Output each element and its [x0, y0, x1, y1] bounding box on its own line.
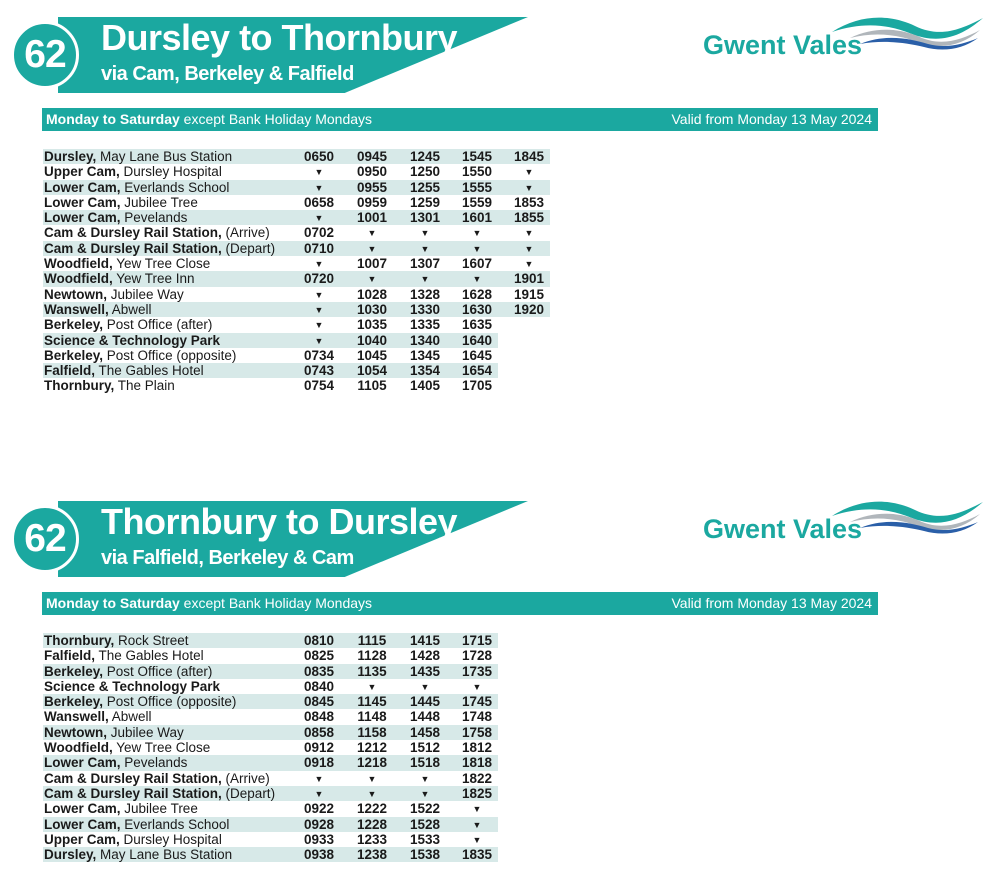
- departure-time: 0955: [356, 179, 388, 195]
- departure-time: 1845: [513, 149, 545, 164]
- stop-point: Jubilee Tree: [120, 194, 198, 210]
- arrow-down-icon: ▼: [314, 167, 324, 178]
- arrow-down-icon: ▼: [420, 773, 430, 784]
- departure-time: 1415: [409, 633, 441, 648]
- stop-locality: Newtown,: [44, 286, 107, 302]
- stop-locality: Woodfield,: [44, 256, 113, 272]
- stop-locality: Dursley,: [44, 149, 97, 164]
- arrow-down-icon: ▼: [367, 243, 377, 254]
- departure-time: 0918: [303, 755, 335, 771]
- arrow-down-icon: ▼: [367, 228, 377, 239]
- stop-locality: Falfield,: [44, 648, 96, 664]
- stop-point: Abwell: [108, 709, 152, 725]
- departure-time: 0848: [303, 709, 335, 725]
- departure-time: 1105: [357, 378, 387, 394]
- departure-time: 1255: [409, 179, 441, 195]
- valid-from-date: Valid from Monday 13 May 2024: [671, 595, 872, 611]
- departure-time: 1748: [461, 709, 493, 725]
- stop-locality: Lower Cam,: [44, 194, 121, 210]
- stop-point: Pevelands: [120, 210, 188, 226]
- stop-name: [44, 633, 189, 648]
- stop-point: The Plain: [114, 378, 175, 394]
- departure-time: 0720: [303, 271, 335, 287]
- brand-logo-text: Gwent Vales: [703, 30, 863, 60]
- departure-time: 0650: [303, 149, 335, 164]
- arrow-down-icon: ▼: [524, 259, 534, 270]
- departure-time: 1307: [409, 256, 441, 272]
- departure-time: 1645: [461, 347, 493, 363]
- departure-time: 1301: [409, 210, 441, 226]
- departure-time: 0710: [303, 240, 335, 256]
- brand-logo-text: Gwent Vales: [703, 514, 863, 544]
- stop-point: Jubilee Tree: [120, 801, 198, 817]
- stop-point: (Depart): [221, 785, 276, 801]
- departure-time: 1635: [461, 317, 493, 333]
- stop-name: [44, 164, 222, 179]
- arrow-down-icon: ▼: [314, 182, 324, 193]
- departure-time: 1835: [461, 847, 493, 863]
- stop-name: [44, 847, 232, 862]
- departure-time: 0933: [303, 831, 335, 847]
- departure-time: 1654: [461, 363, 493, 379]
- route-number: 62: [24, 33, 66, 76]
- arrow-down-icon: ▼: [524, 228, 534, 239]
- arrow-down-icon: ▼: [472, 274, 482, 285]
- arrow-down-icon: ▼: [472, 681, 482, 692]
- departure-time: 1115: [357, 633, 387, 648]
- departure-time: 1212: [356, 740, 388, 756]
- departure-time: 0810: [303, 633, 335, 648]
- stop-locality: Cam & Dursley Rail Station,: [44, 225, 222, 241]
- stop-point: (Arrive): [221, 770, 270, 786]
- arrow-down-icon: ▼: [367, 773, 377, 784]
- departure-time: 1448: [409, 709, 441, 725]
- stop-name: [44, 271, 195, 286]
- departure-time: 0825: [303, 648, 335, 664]
- departure-time: 1435: [409, 663, 441, 679]
- route-subtitle: via Cam, Berkeley & Falfield: [101, 63, 354, 85]
- stop-locality: Wanswell,: [44, 301, 109, 317]
- stop-locality: Lower Cam,: [44, 210, 121, 226]
- departure-time: 1345: [409, 347, 441, 363]
- departure-time: 1335: [409, 317, 441, 333]
- stop-point: The Gables Hotel: [95, 363, 204, 379]
- stop-point: Post Office (after): [103, 317, 213, 333]
- stop-name: [44, 378, 175, 393]
- stop-point: Yew Tree Inn: [112, 271, 195, 287]
- arrow-down-icon: ▼: [420, 243, 430, 254]
- stop-locality: Thornbury,: [44, 633, 115, 648]
- stop-name: [44, 348, 236, 363]
- departure-time: 1853: [513, 194, 545, 210]
- stop-point: Jubilee Way: [107, 286, 184, 302]
- departure-time: 1035: [356, 317, 388, 333]
- stop-locality: Upper Cam,: [44, 831, 120, 847]
- arrow-down-icon: ▼: [420, 228, 430, 239]
- departure-time: 1445: [409, 694, 441, 710]
- stop-point: (Depart): [221, 240, 276, 256]
- departure-time: 0959: [356, 194, 388, 210]
- departure-time: 1818: [461, 755, 493, 771]
- departure-time: 1533: [409, 831, 441, 847]
- stop-name: [44, 287, 184, 302]
- departure-time: 1233: [356, 831, 388, 847]
- departure-time: 1607: [461, 256, 493, 272]
- departure-time: 1825: [461, 785, 493, 801]
- departure-time: 1758: [461, 724, 493, 740]
- departure-time: 1522: [409, 801, 441, 817]
- arrow-down-icon: ▼: [314, 304, 324, 315]
- stop-point: Jubilee Way: [107, 724, 184, 740]
- departure-time: 1405: [409, 378, 441, 394]
- validity-bar: [42, 592, 878, 615]
- arrow-down-icon: ▼: [420, 274, 430, 285]
- departure-time: 0743: [303, 363, 335, 379]
- departure-time: 0835: [303, 663, 335, 679]
- departure-time: 1328: [409, 286, 441, 302]
- stop-locality: Berkeley,: [44, 317, 104, 333]
- stop-point: Post Office (opposite): [103, 694, 237, 710]
- stop-locality: Berkeley,: [44, 663, 104, 679]
- stop-point: Yew Tree Close: [112, 740, 211, 756]
- arrow-down-icon: ▼: [314, 259, 324, 270]
- stop-locality: Woodfield,: [44, 271, 113, 287]
- arrow-down-icon: ▼: [314, 320, 324, 331]
- departure-time: 1040: [356, 332, 388, 348]
- departure-time: 1601: [461, 210, 493, 226]
- departure-time: 1250: [409, 164, 441, 180]
- stop-point: Post Office (after): [103, 663, 213, 679]
- validity-bar: [42, 108, 878, 131]
- stop-name: [44, 786, 275, 801]
- arrow-down-icon: ▼: [314, 289, 324, 300]
- departure-time: 1555: [461, 179, 493, 195]
- departure-time: 1135: [357, 663, 387, 679]
- arrow-down-icon: ▼: [314, 335, 324, 346]
- departure-time: 1559: [461, 194, 493, 210]
- valid-from-date: Valid from Monday 13 May 2024: [671, 111, 872, 127]
- stop-point: Everlands School: [120, 179, 230, 195]
- stop-locality: Berkeley,: [44, 347, 104, 363]
- departure-time: 0840: [303, 678, 335, 694]
- departure-time: 1158: [357, 724, 387, 740]
- stop-name: [44, 333, 220, 348]
- stop-name: [44, 755, 187, 770]
- departure-time: 1545: [461, 149, 493, 164]
- stop-locality: Lower Cam,: [44, 755, 121, 771]
- route-number: 62: [24, 517, 66, 560]
- arrow-down-icon: ▼: [367, 788, 377, 799]
- arrow-down-icon: ▼: [524, 182, 534, 193]
- stop-name: [44, 241, 275, 256]
- stop-name: [44, 679, 220, 694]
- departure-time: 1128: [357, 648, 387, 664]
- stop-name: [44, 694, 236, 709]
- stop-point: May Lane Bus Station: [96, 149, 233, 164]
- route-title: Thornbury to Dursley: [101, 501, 458, 542]
- departure-time: 1728: [461, 648, 493, 664]
- stop-locality: Lower Cam,: [44, 816, 121, 832]
- stop-name: [44, 771, 270, 786]
- departure-time: 1538: [409, 847, 441, 863]
- departure-time: 1259: [409, 194, 441, 210]
- departure-time: 0922: [303, 801, 335, 817]
- stop-name: [44, 817, 229, 832]
- arrow-down-icon: ▼: [524, 243, 534, 254]
- stop-name: [44, 180, 229, 195]
- stop-locality: Upper Cam,: [44, 164, 120, 180]
- arrow-down-icon: ▼: [472, 228, 482, 239]
- departure-time: 0945: [356, 149, 388, 164]
- stop-name: [44, 225, 270, 240]
- stop-locality: Cam & Dursley Rail Station,: [44, 770, 222, 786]
- stop-locality: Lower Cam,: [44, 179, 121, 195]
- stop-name: [44, 363, 204, 378]
- departure-time: 1628: [461, 286, 493, 302]
- departure-time: 1745: [461, 694, 493, 710]
- stop-locality: Cam & Dursley Rail Station,: [44, 240, 222, 256]
- route-number-badge: [11, 505, 79, 573]
- operating-days: Monday to Saturday: [46, 595, 180, 611]
- stop-locality: Falfield,: [44, 363, 96, 379]
- stop-locality: Newtown,: [44, 724, 107, 740]
- departure-time: 1148: [357, 709, 387, 725]
- departure-time: 1222: [356, 801, 388, 817]
- departure-time: 1145: [357, 694, 387, 710]
- departure-time: 1512: [409, 740, 441, 756]
- stop-name: [44, 725, 184, 740]
- stop-name: [44, 317, 212, 332]
- stop-point: The Gables Hotel: [95, 648, 204, 664]
- departure-time: 1354: [409, 363, 441, 379]
- stop-name: [44, 256, 210, 271]
- arrow-down-icon: ▼: [367, 274, 377, 285]
- arrow-down-icon: ▼: [367, 681, 377, 692]
- route-subtitle: via Falfield, Berkeley & Cam: [101, 547, 354, 569]
- stop-name: [44, 648, 204, 663]
- stop-locality: Berkeley,: [44, 694, 104, 710]
- arrow-down-icon: ▼: [314, 773, 324, 784]
- stop-name: [44, 832, 222, 847]
- arrow-down-icon: ▼: [472, 243, 482, 254]
- departure-time: 1528: [409, 816, 441, 832]
- stop-point: Yew Tree Close: [112, 256, 211, 272]
- stop-name: [44, 210, 187, 225]
- stop-name: [44, 195, 198, 210]
- stop-locality: Science & Technology Park: [44, 332, 221, 348]
- operating-days: Monday to Saturday: [46, 111, 180, 127]
- departure-time: 1238: [356, 847, 388, 863]
- departure-time: 0734: [303, 347, 335, 363]
- operating-days-note: except Bank Holiday Mondays: [179, 111, 373, 127]
- stop-point: Abwell: [108, 301, 152, 317]
- stop-point: Rock Street: [114, 633, 189, 648]
- arrow-down-icon: ▼: [524, 167, 534, 178]
- stop-locality: Woodfield,: [44, 740, 113, 756]
- stop-point: (Arrive): [221, 225, 270, 241]
- arrow-down-icon: ▼: [420, 788, 430, 799]
- departure-time: 1640: [461, 332, 493, 348]
- arrow-down-icon: ▼: [472, 834, 482, 845]
- departure-time: 0754: [303, 378, 335, 394]
- arrow-down-icon: ▼: [420, 681, 430, 692]
- route-number-badge: [11, 21, 79, 89]
- departure-time: 1630: [461, 301, 493, 317]
- departure-time: 1228: [356, 816, 388, 832]
- departure-time: 1735: [461, 663, 493, 679]
- stop-name: [44, 801, 198, 816]
- stop-point: Everlands School: [120, 816, 230, 832]
- departure-time: 1001: [356, 210, 388, 226]
- departure-time: 1518: [409, 755, 441, 771]
- departure-time: 1030: [356, 301, 388, 317]
- departure-time: 1458: [409, 724, 441, 740]
- departure-time: 1705: [461, 378, 493, 394]
- departure-time: 1915: [513, 286, 545, 302]
- stop-point: Dursley Hospital: [119, 831, 222, 847]
- departure-time: 0845: [303, 694, 335, 710]
- departure-time: 1550: [461, 164, 493, 180]
- departure-time: 0858: [303, 724, 335, 740]
- departure-time: 1428: [409, 648, 441, 664]
- departure-time: 1045: [356, 347, 388, 363]
- stop-locality: Lower Cam,: [44, 801, 121, 817]
- departure-time: 1901: [513, 271, 545, 287]
- stop-locality: Thornbury,: [44, 378, 115, 394]
- departure-time: 1855: [513, 210, 545, 226]
- departure-time: 1340: [409, 332, 441, 348]
- departure-time: 1920: [513, 301, 545, 317]
- stop-name: [44, 740, 210, 755]
- route-title: Dursley to Thornbury: [101, 17, 458, 58]
- departure-time: 1330: [409, 301, 441, 317]
- stop-locality: Science & Technology Park: [44, 678, 221, 694]
- arrow-down-icon: ▼: [472, 819, 482, 830]
- stop-locality: Dursley,: [44, 847, 97, 863]
- departure-time: 1054: [356, 363, 388, 379]
- stop-locality: Cam & Dursley Rail Station,: [44, 785, 222, 801]
- stop-locality: Wanswell,: [44, 709, 109, 725]
- stop-point: Pevelands: [120, 755, 188, 771]
- departure-time: 0928: [303, 816, 335, 832]
- departure-time: 0658: [303, 194, 335, 210]
- departure-time: 1715: [461, 633, 493, 648]
- stop-name: [44, 149, 232, 164]
- departure-time: 0702: [303, 225, 335, 241]
- departure-time: 1822: [461, 770, 493, 786]
- stop-name: [44, 302, 152, 317]
- departure-time: 0950: [356, 164, 388, 180]
- departure-time: 1245: [409, 149, 441, 164]
- arrow-down-icon: ▼: [314, 788, 324, 799]
- stop-name: [44, 664, 212, 679]
- operating-days-note: except Bank Holiday Mondays: [179, 595, 373, 611]
- departure-time: 1007: [356, 256, 388, 272]
- stop-point: Dursley Hospital: [119, 164, 222, 180]
- departure-time: 1812: [461, 740, 493, 756]
- stop-point: Post Office (opposite): [103, 347, 237, 363]
- stop-point: May Lane Bus Station: [96, 847, 233, 863]
- stop-name: [44, 709, 152, 724]
- arrow-down-icon: ▼: [314, 213, 324, 224]
- departure-time: 0938: [303, 847, 335, 863]
- departure-time: 1028: [356, 286, 388, 302]
- departure-time: 0912: [303, 740, 335, 756]
- arrow-down-icon: ▼: [472, 804, 482, 815]
- departure-time: 1218: [356, 755, 388, 771]
